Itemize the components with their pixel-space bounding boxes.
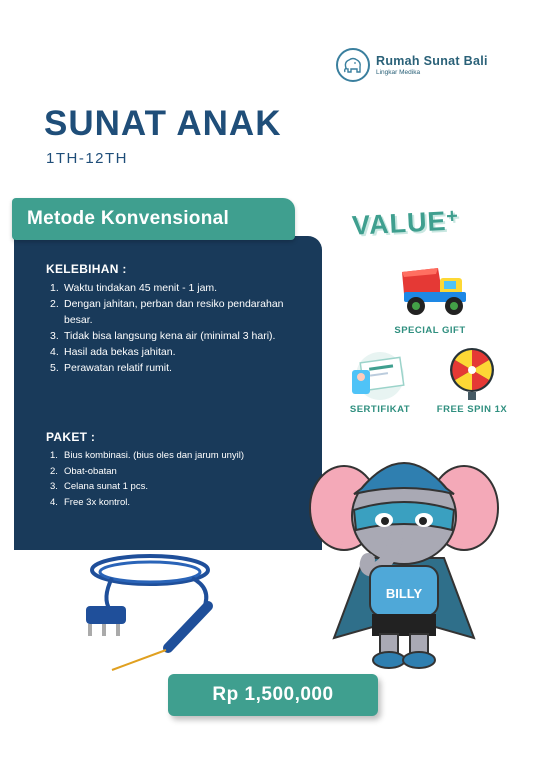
elephant-mascot-icon: [304, 438, 504, 683]
list-item: 1. Waktu tindakan 45 menit - 1 jam.: [50, 282, 218, 294]
method-label: Metode Konvensional: [27, 208, 230, 229]
list-item: 4. Hasil ada bekas jahitan.: [50, 346, 176, 358]
list-item: 5. Perawatan relatif rumit.: [50, 362, 172, 374]
advantages-heading: KELEBIHAN :: [46, 262, 127, 276]
package-list: [50, 448, 300, 510]
list-item: 2. Dengan jahitan, perban dan resiko pendarahan besar.: [50, 298, 284, 326]
method-tab: [12, 198, 295, 240]
mascot-shirt-name: BILLY: [385, 586, 423, 601]
list-item: 2. Obat-obatan: [50, 465, 117, 477]
advantages-list: [50, 280, 296, 376]
page-title: SUNAT ANAK: [44, 104, 282, 143]
elephant-logo-icon: [336, 48, 370, 82]
certificate-icon: [344, 350, 416, 407]
value-plus-heading: VALUE+: [351, 205, 460, 241]
list-item: 3. Tidak bisa langsung kena air (minimal 3 hari).: [50, 330, 276, 342]
package-heading: PAKET :: [46, 430, 96, 444]
brand-logo: [336, 48, 488, 82]
certificate-label: SERTIFIKAT: [349, 404, 411, 415]
brand-name: Rumah Sunat Bali: [376, 54, 488, 68]
toy-truck-icon: [398, 262, 474, 327]
age-range: 1TH-12TH: [46, 150, 129, 167]
list-item: 3. Celana sunat 1 pcs.: [50, 481, 148, 492]
list-item: 1. Bius kombinasi. (bius oles dan jarum unyil): [50, 450, 245, 461]
free-spin-label: FREE SPIN 1X: [436, 404, 508, 415]
brand-subtitle: Lingkar Medika: [376, 69, 421, 76]
spin-wheel-icon: [446, 346, 498, 407]
price-badge: [168, 674, 378, 716]
cautery-device-icon: [72, 548, 232, 678]
list-item: 4. Free 3x kontrol.: [50, 496, 130, 508]
special-gift-label: SPECIAL GIFT: [394, 325, 466, 336]
price-value: Rp 1,500,000: [212, 684, 334, 705]
